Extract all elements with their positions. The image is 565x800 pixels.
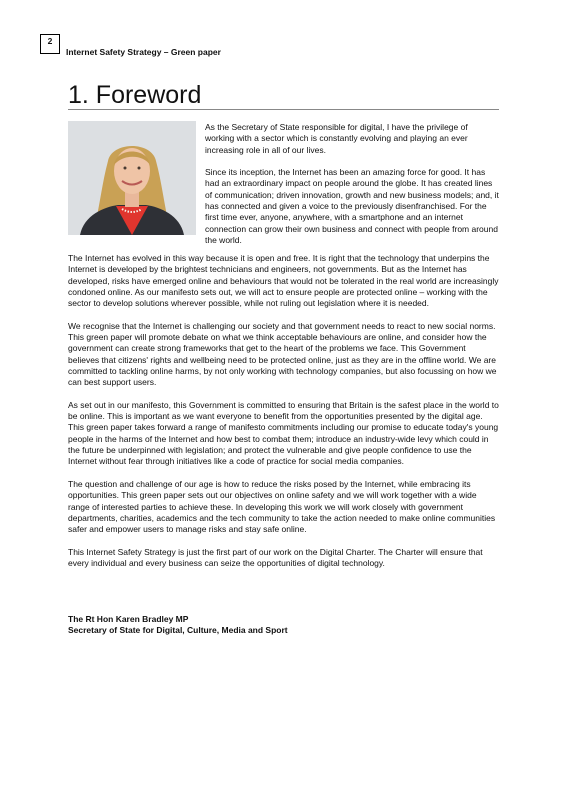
page-number: 2 (47, 36, 53, 46)
page-number-box (40, 34, 60, 54)
signoff-role: Secretary of State for Digital, Culture, Media and Sport (68, 625, 288, 636)
portrait-illustration (68, 121, 196, 235)
body-paragraph: The question and challenge of our age is how to reduce the risks posed by the Internet, while embracing its opportunities. This green paper sets out our objectives on online safety and we will work together with a wide range of interested parties to achieve these. In developing this work we will work closely with government departments, charities, academics and the tech community to take the action needed to make online communities safer and empower users to manage risks and stay safe online. (68, 478, 496, 535)
body-paragraph: We recognise that the Internet is challenging our society and that government needs to react to new social norms. This green paper will promote debate on what we think acceptable behaviours are online, and consider how the government can create strong frameworks that get to the heart of the problems we face. This Government believes that citizens' rights and wellbeing need to be protected online, just as they are in the offline world. We are committed to tackling online harms, by not only working with technology companies, but also focussing on how we can best support users. (68, 320, 497, 388)
body-paragraph: As set out in our manifesto, this Government is committed to ensuring that Britain is the safest place in the world to be online. This is important as we want everyone to benefit from the opportunities presented by the digital age. This green paper takes forward a range of manifesto commitments including our promise to educate today's young people in the harms of the Internet and how best to combat them; introduce an industry-wide levy which could in the future be underpinned with legislation; and protect the vulnerable and give people confidence to use the Internet without fear through initiatives like a code of practice for social media companies. (68, 399, 499, 467)
intro-paragraph: As the Secretary of State responsible for digital, I have the privilege of working with a sector which is constantly evolving and playing an ever increasing role in all of our lives. (205, 122, 468, 155)
intro-paragraph: Since its inception, the Internet has been an amazing force for good. It has had an extraordinary impact on people around the globe. It has created lines of communication; driven innovation, growth and new business models; and, it has connected and given a voice to the previously disenfranchised. For the first time ever, anyone, anywhere, with a smartphone and an internet connection can grow their own business and connect with people from around the world. (205, 167, 499, 245)
body-paragraph: The Internet has evolved in this way because it is open and free. It is right that the technology that underpins the Internet is developed by the brightest technicians and engineers, not governments. But as the Internet has developed, risks have emerged online and behaviours that would not be tolerated in the real world are increasingly condoned online. As our manifesto sets out, we will act to ensure people are protected online – working with the sector to develop solutions wherever possible, while not ruling out legislation where it is needed. (68, 253, 499, 309)
intro-text (205, 122, 499, 258)
title-divider (68, 109, 499, 110)
section-title: 1. Foreword (68, 81, 202, 109)
body-paragraph: This Internet Safety Strategy is just the first part of our work on the Digital Charter. The Charter will ensure that every individual and every business can seize the opportunities of digital technology. (68, 546, 483, 569)
running-header: Internet Safety Strategy – Green paper (66, 47, 221, 57)
signoff-name: The Rt Hon Karen Bradley MP (68, 614, 189, 624)
signoff (68, 614, 288, 637)
portrait-photo (68, 121, 196, 235)
main-text (68, 253, 499, 581)
